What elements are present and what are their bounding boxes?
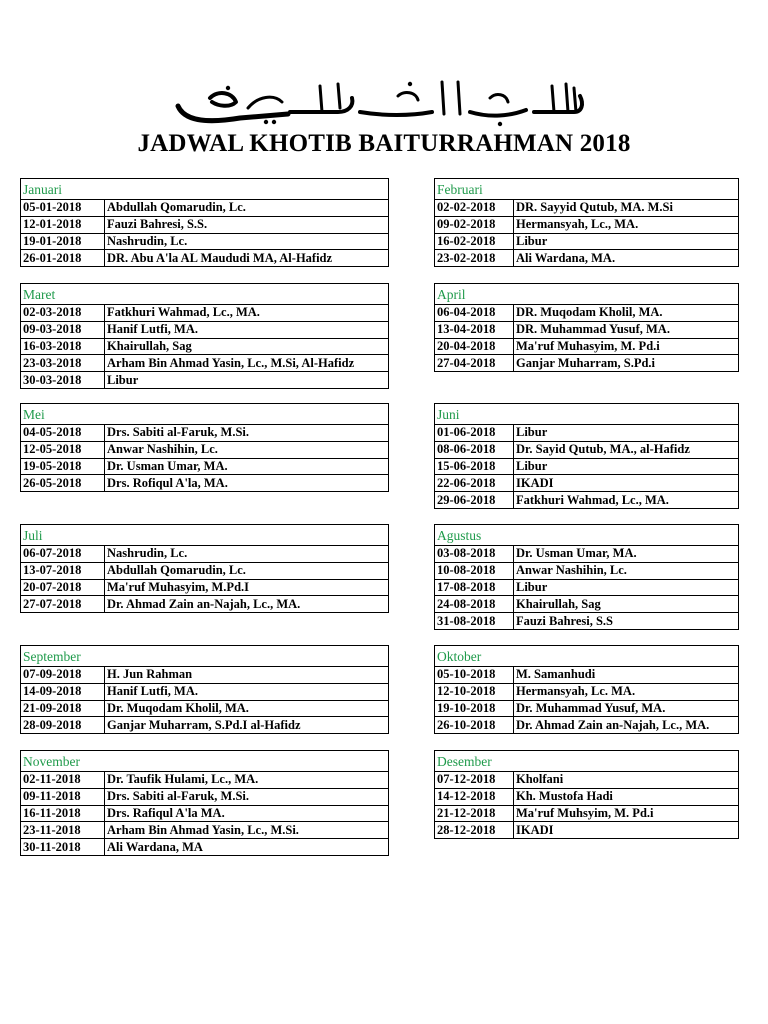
friday-date: 14-12-2018 xyxy=(435,788,514,805)
friday-date: 12-10-2018 xyxy=(435,683,514,700)
table-row xyxy=(435,805,739,822)
khotib-name: Ma'ruf Muhasyim, M.Pd.I xyxy=(105,579,389,596)
month-header: Maret xyxy=(21,284,389,305)
khotib-name: Libur xyxy=(514,233,739,250)
table-row xyxy=(21,805,389,822)
khotib-name: Nashrudin, Lc. xyxy=(105,546,389,563)
table-row xyxy=(435,717,739,734)
table-row xyxy=(21,667,389,684)
table-row xyxy=(21,562,389,579)
khotib-name: Dr. Usman Umar, MA. xyxy=(514,546,739,563)
khotib-name: Ma'ruf Muhsyim, M. Pd.i xyxy=(514,805,739,822)
table-row xyxy=(21,772,389,789)
friday-date: 12-01-2018 xyxy=(21,216,105,233)
friday-date: 23-03-2018 xyxy=(21,355,105,372)
friday-date: 26-05-2018 xyxy=(21,475,105,492)
month-table-april xyxy=(434,283,739,372)
table-row xyxy=(435,355,739,372)
friday-date: 23-11-2018 xyxy=(21,822,105,839)
table-row xyxy=(21,321,389,338)
table-row xyxy=(435,822,739,839)
table-row xyxy=(435,596,739,613)
friday-date: 21-12-2018 xyxy=(435,805,514,822)
friday-date: 19-10-2018 xyxy=(435,700,514,717)
khotib-name: Drs. Sabiti al-Faruk, M.Si. xyxy=(105,788,389,805)
friday-date: 16-03-2018 xyxy=(21,338,105,355)
khotib-name: Kh. Mustofa Hadi xyxy=(514,788,739,805)
friday-date: 14-09-2018 xyxy=(21,683,105,700)
month-header: November xyxy=(21,751,389,772)
friday-date: 09-11-2018 xyxy=(21,788,105,805)
month-table-oktober xyxy=(434,645,739,734)
table-row xyxy=(21,216,389,233)
friday-date: 22-06-2018 xyxy=(435,475,514,492)
khotib-name: Arham Bin Ahmad Yasin, Lc., M.Si. xyxy=(105,822,389,839)
table-row xyxy=(435,321,739,338)
table-row xyxy=(21,546,389,563)
table-row xyxy=(21,839,389,856)
khotib-name: Kholfani xyxy=(514,772,739,789)
friday-date: 01-06-2018 xyxy=(435,425,514,442)
month-header: September xyxy=(21,646,389,667)
friday-date: 06-04-2018 xyxy=(435,305,514,322)
friday-date: 05-01-2018 xyxy=(21,200,105,217)
month-table-maret xyxy=(20,283,389,389)
khotib-name: Dr. Muqodam Kholil, MA. xyxy=(105,700,389,717)
khotib-name: Arham Bin Ahmad Yasin, Lc., M.Si, Al-Hafidz xyxy=(105,355,389,372)
khotib-name: Ganjar Muharram, S.Pd.i xyxy=(514,355,739,372)
friday-date: 21-09-2018 xyxy=(21,700,105,717)
khotib-name: Fauzi Bahresi, S.S. xyxy=(105,216,389,233)
khotib-name: Hermansyah, Lc., MA. xyxy=(514,216,739,233)
table-row xyxy=(21,305,389,322)
month-header: Agustus xyxy=(435,525,739,546)
friday-date: 15-06-2018 xyxy=(435,458,514,475)
friday-date: 09-02-2018 xyxy=(435,216,514,233)
friday-date: 16-11-2018 xyxy=(21,805,105,822)
friday-date: 19-01-2018 xyxy=(21,233,105,250)
khotib-name: Hanif Lutfi, MA. xyxy=(105,321,389,338)
khotib-name: Ganjar Muharram, S.Pd.I al-Hafidz xyxy=(105,717,389,734)
month-header: Juli xyxy=(21,525,389,546)
friday-date: 29-06-2018 xyxy=(435,492,514,509)
friday-date: 02-02-2018 xyxy=(435,200,514,217)
month-header: April xyxy=(435,284,739,305)
month-header: Mei xyxy=(21,404,389,425)
table-row xyxy=(21,425,389,442)
month-table-juni xyxy=(434,403,739,509)
friday-date: 27-07-2018 xyxy=(21,596,105,613)
khotib-name: Anwar Nashihin, Lc. xyxy=(514,562,739,579)
table-row xyxy=(21,355,389,372)
table-row xyxy=(21,250,389,267)
table-row xyxy=(21,441,389,458)
khotib-name: Drs. Sabiti al-Faruk, M.Si. xyxy=(105,425,389,442)
table-row xyxy=(21,372,389,389)
friday-date: 02-11-2018 xyxy=(21,772,105,789)
khotib-name: Libur xyxy=(105,372,389,389)
friday-date: 06-07-2018 xyxy=(21,546,105,563)
friday-date: 13-04-2018 xyxy=(435,321,514,338)
khotib-name: M. Samanhudi xyxy=(514,667,739,684)
table-row xyxy=(435,233,739,250)
table-row xyxy=(435,216,739,233)
friday-date: 26-10-2018 xyxy=(435,717,514,734)
khotib-name: Hanif Lutfi, MA. xyxy=(105,683,389,700)
friday-date: 26-01-2018 xyxy=(21,250,105,267)
khotib-name: Libur xyxy=(514,458,739,475)
friday-date: 19-05-2018 xyxy=(21,458,105,475)
friday-date: 10-08-2018 xyxy=(435,562,514,579)
month-header: Februari xyxy=(435,179,739,200)
khotib-name: Dr. Usman Umar, MA. xyxy=(105,458,389,475)
friday-date: 04-05-2018 xyxy=(21,425,105,442)
month-table-agustus xyxy=(434,524,739,630)
table-row xyxy=(435,458,739,475)
table-row xyxy=(21,717,389,734)
khotib-name: Libur xyxy=(514,425,739,442)
month-table-september xyxy=(20,645,389,734)
table-row xyxy=(21,338,389,355)
table-row xyxy=(435,441,739,458)
table-row xyxy=(21,458,389,475)
khotib-name: Ali Wardana, MA. xyxy=(514,250,739,267)
month-header: Januari xyxy=(21,179,389,200)
page-title: JADWAL KHOTIB BAITURRAHMAN 2018 xyxy=(137,130,631,157)
khotib-name: Hermansyah, Lc. MA. xyxy=(514,683,739,700)
friday-date: 16-02-2018 xyxy=(435,233,514,250)
table-row xyxy=(435,305,739,322)
khotib-name: Dr. Ahmad Zain an-Najah, Lc., MA. xyxy=(105,596,389,613)
friday-date: 09-03-2018 xyxy=(21,321,105,338)
khotib-name: IKADI xyxy=(514,475,739,492)
khotib-name: Anwar Nashihin, Lc. xyxy=(105,441,389,458)
table-row xyxy=(435,788,739,805)
table-row xyxy=(435,200,739,217)
table-row xyxy=(21,788,389,805)
friday-date: 20-07-2018 xyxy=(21,579,105,596)
friday-date: 28-12-2018 xyxy=(435,822,514,839)
khotib-name: Ma'ruf Muhasyim, M. Pd.i xyxy=(514,338,739,355)
month-header: Oktober xyxy=(435,646,739,667)
friday-date: 31-08-2018 xyxy=(435,613,514,630)
friday-date: 02-03-2018 xyxy=(21,305,105,322)
friday-date: 05-10-2018 xyxy=(435,667,514,684)
table-row xyxy=(435,683,739,700)
table-row xyxy=(435,492,739,509)
khotib-name: Khairullah, Sag xyxy=(514,596,739,613)
table-row xyxy=(21,596,389,613)
table-row xyxy=(21,700,389,717)
friday-date: 30-11-2018 xyxy=(21,839,105,856)
table-row xyxy=(435,562,739,579)
table-row xyxy=(435,772,739,789)
bismillah-calligraphy xyxy=(170,72,590,132)
table-row xyxy=(21,579,389,596)
table-row xyxy=(435,338,739,355)
khotib-name: Fatkhuri Wahmad, Lc., MA. xyxy=(514,492,739,509)
table-row xyxy=(435,475,739,492)
friday-date: 12-05-2018 xyxy=(21,441,105,458)
khotib-name: Fatkhuri Wahmad, Lc., MA. xyxy=(105,305,389,322)
friday-date: 07-09-2018 xyxy=(21,667,105,684)
month-table-november xyxy=(20,750,389,856)
khotib-name: DR. Abu A'la AL Maududi MA, Al-Hafidz xyxy=(105,250,389,267)
month-header: Juni xyxy=(435,404,739,425)
khotib-name: DR. Sayyid Qutub, MA. M.Si xyxy=(514,200,739,217)
khotib-name: Libur xyxy=(514,579,739,596)
friday-date: 24-08-2018 xyxy=(435,596,514,613)
khotib-name: Abdullah Qomarudin, Lc. xyxy=(105,562,389,579)
month-table-juli xyxy=(20,524,389,613)
khotib-name: Ali Wardana, MA xyxy=(105,839,389,856)
friday-date: 08-06-2018 xyxy=(435,441,514,458)
friday-date: 13-07-2018 xyxy=(21,562,105,579)
friday-date: 28-09-2018 xyxy=(21,717,105,734)
table-row xyxy=(435,613,739,630)
table-row xyxy=(435,700,739,717)
table-row xyxy=(435,250,739,267)
khotib-name: Drs. Rofiqul A'la, MA. xyxy=(105,475,389,492)
month-table-januari xyxy=(20,178,389,267)
table-row xyxy=(21,822,389,839)
table-row xyxy=(21,233,389,250)
table-row xyxy=(435,425,739,442)
khotib-name: DR. Muhammad Yusuf, MA. xyxy=(514,321,739,338)
khotib-name: Dr. Taufik Hulami, Lc., MA. xyxy=(105,772,389,789)
khotib-name: Drs. Rafiqul A'la MA. xyxy=(105,805,389,822)
khotib-name: Dr. Ahmad Zain an-Najah, Lc., MA. xyxy=(514,717,739,734)
table-row xyxy=(21,475,389,492)
table-row xyxy=(435,579,739,596)
month-table-februari xyxy=(434,178,739,267)
friday-date: 23-02-2018 xyxy=(435,250,514,267)
khotib-name: Dr. Muhammad Yusuf, MA. xyxy=(514,700,739,717)
table-row xyxy=(435,667,739,684)
friday-date: 07-12-2018 xyxy=(435,772,514,789)
month-header: Desember xyxy=(435,751,739,772)
month-table-desember xyxy=(434,750,739,839)
table-row xyxy=(21,200,389,217)
friday-date: 27-04-2018 xyxy=(435,355,514,372)
friday-date: 20-04-2018 xyxy=(435,338,514,355)
month-table-mei xyxy=(20,403,389,492)
khotib-name: H. Jun Rahman xyxy=(105,667,389,684)
khotib-name: Fauzi Bahresi, S.S xyxy=(514,613,739,630)
table-row xyxy=(435,546,739,563)
khotib-name: Khairullah, Sag xyxy=(105,338,389,355)
khotib-name: Abdullah Qomarudin, Lc. xyxy=(105,200,389,217)
khotib-name: DR. Muqodam Kholil, MA. xyxy=(514,305,739,322)
khotib-name: IKADI xyxy=(514,822,739,839)
khotib-name: Dr. Sayid Qutub, MA., al-Hafidz xyxy=(514,441,739,458)
friday-date: 03-08-2018 xyxy=(435,546,514,563)
friday-date: 17-08-2018 xyxy=(435,579,514,596)
table-row xyxy=(21,683,389,700)
friday-date: 30-03-2018 xyxy=(21,372,105,389)
khotib-name: Nashrudin, Lc. xyxy=(105,233,389,250)
